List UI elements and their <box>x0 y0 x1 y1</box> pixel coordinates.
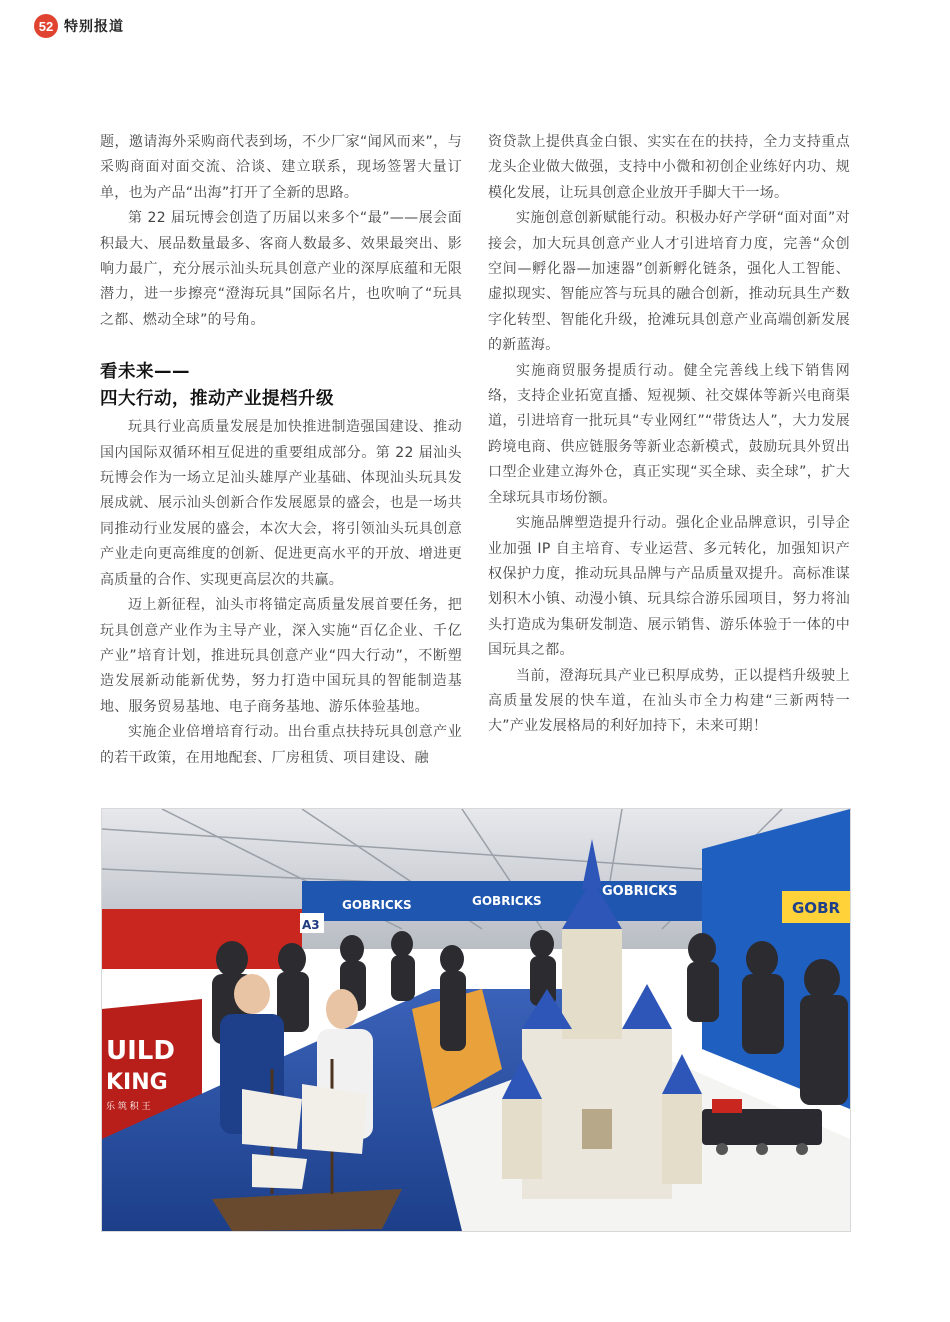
right-paragraph-5: 当前，澄海玩具产业已积厚成势，正以提档升级驶上高质量发展的快车道，在汕头市全力构建“三新两特一大”产业发展格局的利好加持下，未来可期！ <box>488 667 850 735</box>
left-paragraph-4: 迈上新征程，汕头市将锚定高质量发展首要任务，把玩具创意产业作为主导产业，深入实施“百亿企业、千亿产业”培育计划，推进玩具创意产业“四大行动”，不断塑造发展新动能新优势，努力打造中国玩具的智能制造基地、服务贸易基地、电子商务基地、游乐体验基地。 <box>100 597 462 715</box>
right-paragraph-4: 实施品牌塑造提升行动。强化企业品牌意识，引导企业加强 IP 自主培育、专业运营、多元转化，加强知识产权保护力度，推动玩具品牌与产品质量双提升。高标准谋划积木小镇、动漫小镇、玩具综合游乐园项目，努力将汕头打造成为集研发制造、展示销售、游乐体验于一体的中国玩具之都。 <box>488 515 850 659</box>
left-paragraph-1: 题，邀请海外采购商代表到场，不少厂家“闻风而来”，与采购商面对面交流、洽谈、建立联系，现场签署大量订单，也为产品“出海”打开了全新的思路。 <box>100 134 462 201</box>
sign-gobr-right: GOBR <box>792 899 841 917</box>
subheading-line-1: 看未来—— <box>100 362 190 383</box>
right-column <box>488 130 850 740</box>
sign-buildking-1: UILD <box>106 1036 175 1066</box>
expo-photo <box>101 808 851 1232</box>
visitor-face-1 <box>234 974 270 1014</box>
expo-photo-illustration <box>102 809 850 1231</box>
sign-gobricks-1: GOBRICKS <box>342 898 412 912</box>
visitor-face-2 <box>326 989 358 1029</box>
left-paragraph-3: 玩具行业高质量发展是加快推进制造强国建设、推动国内国际双循环相互促进的重要组成部分。第 22 届汕头玩博会作为一场立足汕头雄厚产业基础、体现汕头玩具发展成就、展示汕头创新合作发展愿景的盛会，也是一场共同推动行业发展的盛会，本次大会，将引领汕头玩具创意产业走向更高维度的创新、促进更高水平的开放、增进更高质量的合作、实现更高层次的共赢。 <box>100 419 462 588</box>
sign-buildking-2: KING <box>106 1070 168 1095</box>
sign-gobricks-2: GOBRICKS <box>472 894 542 908</box>
page-number-badge: 52 <box>34 14 58 38</box>
sign-booth-a3: A3 <box>302 918 320 932</box>
page-header <box>34 12 124 40</box>
left-column <box>100 130 462 771</box>
sign-gobricks-3: GOBRICKS <box>602 884 678 899</box>
left-paragraph-2: 第 22 届玩博会创造了历届以来多个“最”——展会面积最大、展品数量最多、客商人数最多、效果最突出、影响力最广，充分展示汕头玩具创意产业的深厚底蕴和无限潜力，进一步擦亮“澄海玩具”国际名片，也吹响了“玩具之都、燃动全球”的号角。 <box>100 210 462 328</box>
right-paragraph-2: 实施创意创新赋能行动。积极办好产学研“面对面”对接会，加大玩具创意产业人才引进培育力度，完善“众创空间—孵化器—加速器”创新孵化链条，强化人工智能、虚拟现实、智能应答与玩具的融合创新，推动玩具生产数字化转型、智能化升级，抢滩玩具创意产业高端创新发展的新蓝海。 <box>488 210 850 354</box>
left-paragraph-5: 实施企业倍增培育行动。出台重点扶持玩具创意产业的若干政策，在用地配套、厂房租赁、项目建设、融 <box>100 724 462 766</box>
right-paragraph-1: 资贷款上提供真金白银、实实在在的扶持，全力支持重点龙头企业做大做强，支持中小微和初创企业练好内功、规模化发展，让玩具创意企业放开手脚大干一场。 <box>488 134 850 201</box>
section-label: 特别报道 <box>64 19 124 35</box>
section-subheading <box>100 359 462 413</box>
sign-buildking-sub: 乐 筑 积 王 <box>106 1102 151 1112</box>
subheading-line-2: 四大行动，推动产业提档升级 <box>100 389 334 410</box>
left-red-booth-top <box>102 909 302 969</box>
right-paragraph-3: 实施商贸服务提质行动。健全完善线上线下销售网络，支持企业拓宽直播、短视频、社交媒体等新兴电商渠道，引进培育一批玩具“专业网红”“带货达人”，大力发展跨境电商、供应链服务等新业态新模式，鼓励玩具外贸出口型企业建立海外仓，真正实现“买全球、卖全球”，扩大全球玩具市场份额。 <box>488 362 850 506</box>
